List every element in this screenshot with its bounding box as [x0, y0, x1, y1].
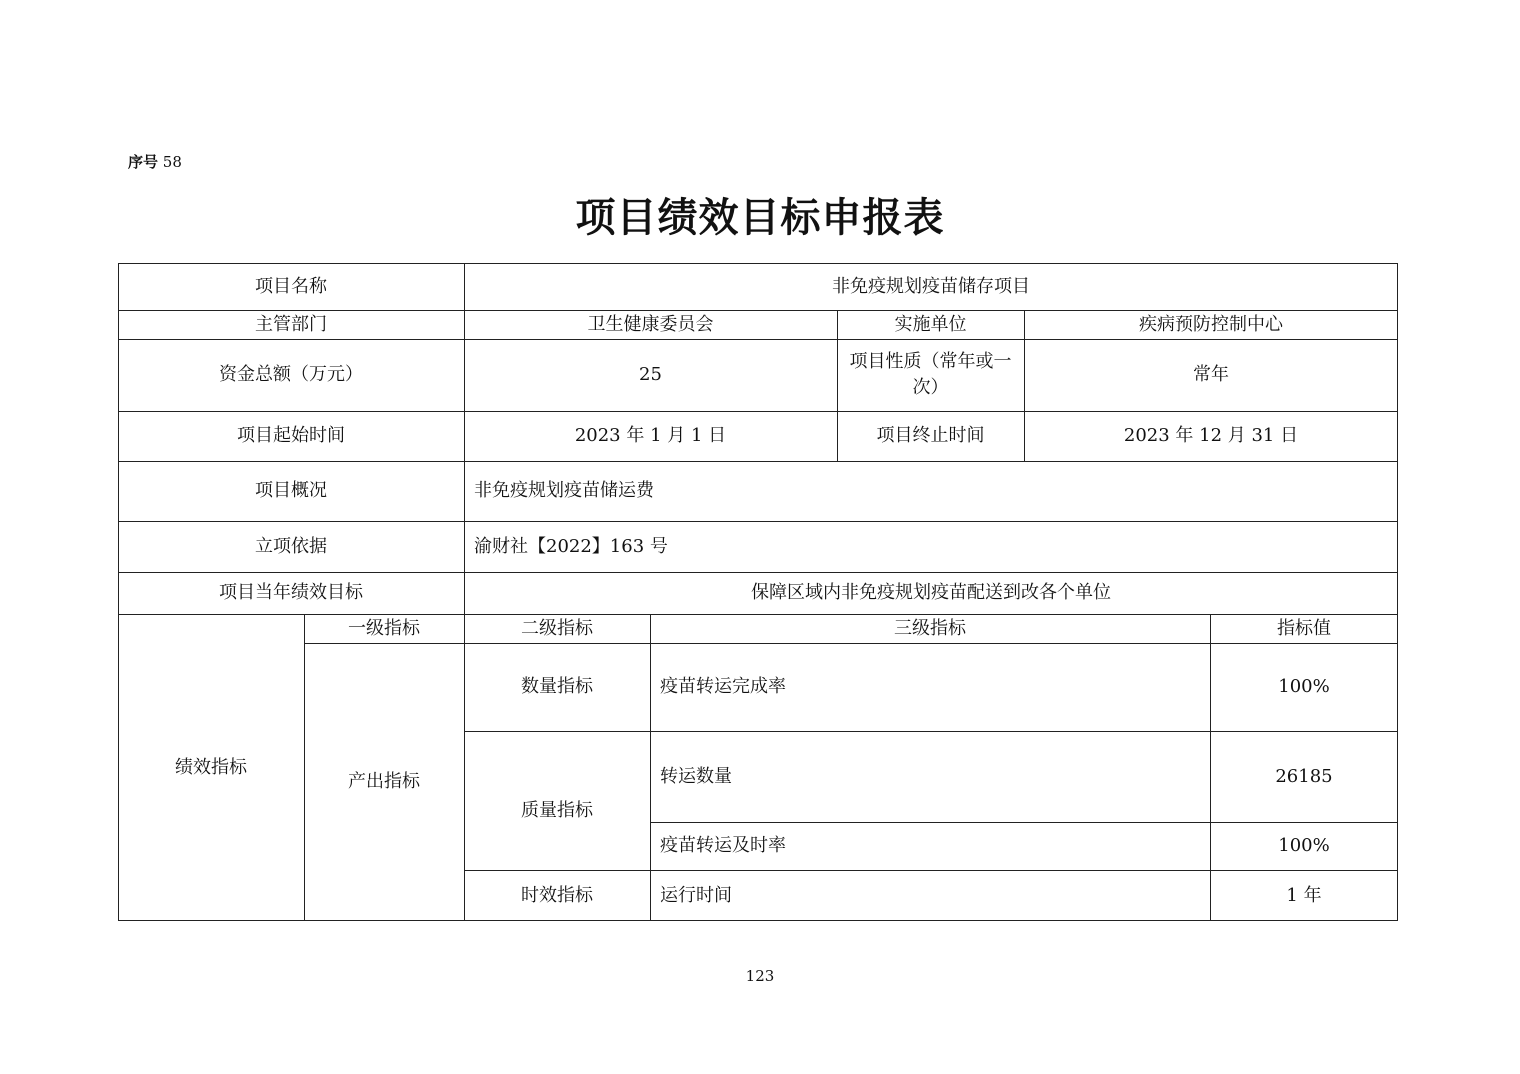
row-divider [118, 572, 1398, 573]
column-divider [650, 614, 651, 921]
performance-indicators-label: 绩效指标 [175, 756, 247, 778]
indicator-row-3-value: 100% [1278, 835, 1330, 856]
indicator-row-2-value: 26185 [1275, 765, 1333, 787]
overview-label: 项目概况 [255, 480, 327, 501]
table-border-bottom [118, 920, 1398, 921]
fund-total-label: 资金总额（万元） [219, 364, 363, 385]
column-divider [304, 614, 305, 921]
row-divider [118, 310, 1398, 311]
indicator-row-1-value: 100% [1278, 676, 1330, 697]
end-date-label: 项目终止时间 [876, 425, 985, 446]
basis-label: 立项依据 [255, 535, 327, 557]
page-number: 123 [745, 967, 775, 985]
row-divider [464, 870, 1398, 871]
quality-indicator: 质量指标 [521, 799, 593, 821]
project-name-value: 非免疫规划疫苗储存项目 [832, 275, 1030, 297]
department-value: 卫生健康委员会 [587, 313, 714, 335]
performance-target-table [118, 263, 1398, 921]
implementing-unit-label: 实施单位 [894, 313, 967, 335]
project-name-label: 项目名称 [255, 275, 327, 297]
table-border-top [118, 263, 1398, 264]
table-border-right [1397, 263, 1398, 921]
fund-total-value: 25 [639, 364, 662, 385]
annual-goal-value: 保障区域内非免疫规划疫苗配送到改各个单位 [751, 582, 1111, 603]
annual-goal-label: 项目当年绩效目标 [219, 582, 363, 603]
indicator-row-1-name: 疫苗转运完成率 [660, 676, 786, 697]
serial-value: 58 [162, 153, 182, 171]
row-divider [118, 339, 1398, 340]
project-nature-label: 项目性质（常年或一次） [849, 351, 1012, 398]
indicator-row-4-name: 运行时间 [660, 884, 732, 906]
basis-value: 渝财社【2022】163 号 [474, 535, 668, 557]
row-divider [464, 731, 1398, 732]
overview-value: 非免疫规划疫苗储运费 [474, 480, 654, 501]
quantity-indicator: 数量指标 [521, 676, 593, 697]
page-title: 项目绩效目标申报表 [575, 195, 945, 241]
indicator-row-3-name: 疫苗转运及时率 [660, 835, 786, 856]
implementing-unit-value: 疾病预防控制中心 [1139, 313, 1283, 335]
row-divider [118, 614, 1398, 615]
row-divider [118, 461, 1398, 462]
start-date-label: 项目起始时间 [237, 425, 345, 446]
row-divider [304, 643, 1398, 644]
header-level1: 一级指标 [348, 617, 420, 639]
serial-number [128, 152, 182, 172]
header-level3: 三级指标 [894, 617, 966, 639]
column-divider [1024, 310, 1025, 461]
table-border-left [118, 263, 119, 921]
indicator-row-4-value: 1 年 [1286, 884, 1322, 906]
row-divider [118, 411, 1398, 412]
department-label: 主管部门 [255, 313, 327, 335]
row-divider [650, 822, 1398, 823]
indicator-row-2-name: 转运数量 [660, 765, 732, 787]
row-divider [118, 521, 1398, 522]
header-level2: 二级指标 [521, 617, 593, 639]
project-nature-value: 常年 [1193, 364, 1229, 385]
start-date-value: 2023 年 1 月 1 日 [574, 425, 727, 446]
column-divider [1210, 614, 1211, 921]
output-indicators: 产出指标 [348, 771, 420, 792]
timeliness-indicator: 时效指标 [521, 884, 593, 906]
end-date-value: 2023 年 12 月 31 日 [1123, 425, 1299, 446]
column-divider [464, 263, 465, 921]
column-divider [837, 310, 838, 461]
header-value: 指标值 [1277, 617, 1331, 639]
serial-label: 序号 [128, 153, 159, 171]
